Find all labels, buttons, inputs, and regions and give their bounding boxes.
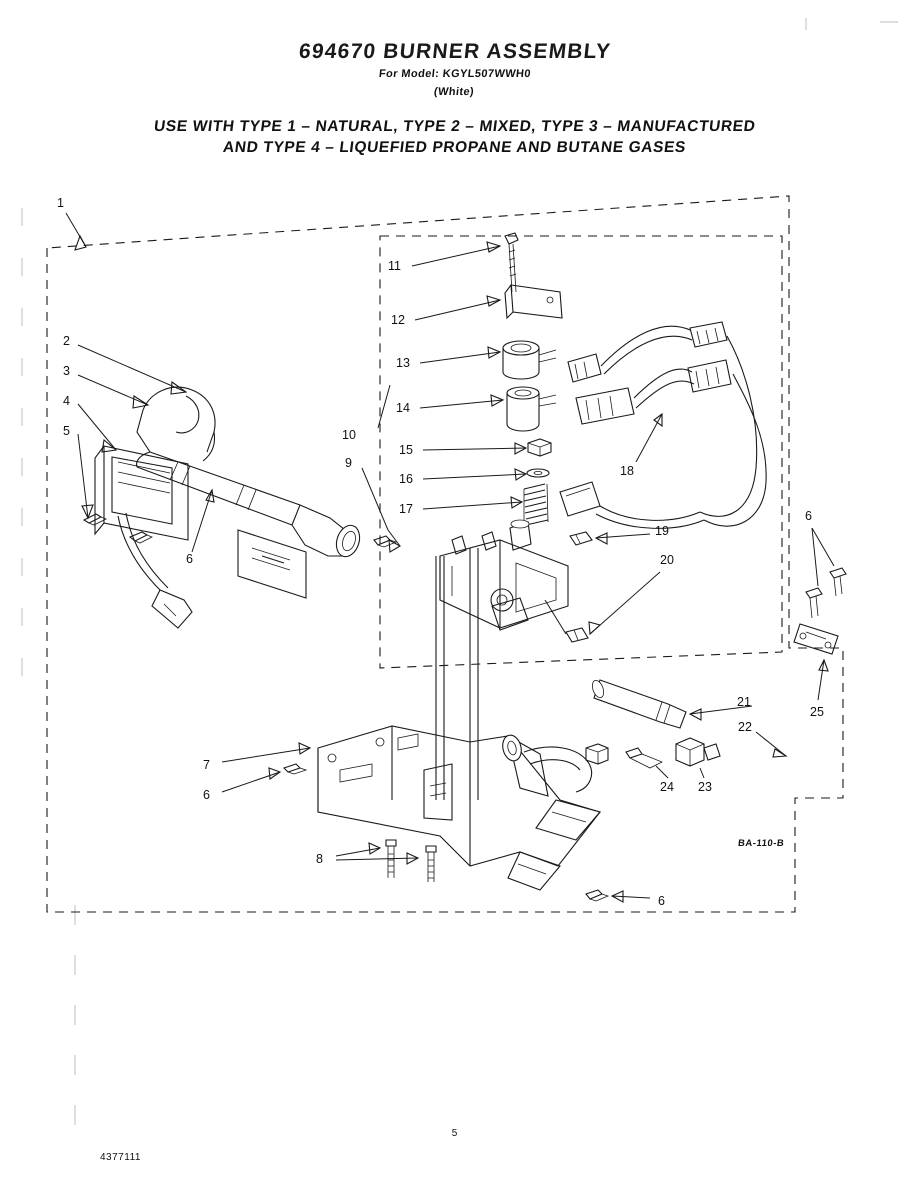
- burner-base-bracket: [318, 726, 600, 890]
- callout-23: 23: [698, 780, 712, 794]
- callout-25: 25: [810, 705, 824, 719]
- callout-6-left: 6: [186, 552, 193, 566]
- callout-19: 19: [655, 524, 669, 538]
- callout-6-base-left: 6: [203, 788, 210, 802]
- assembly-boundary-dashed: [47, 196, 843, 912]
- callout-16: 16: [399, 472, 413, 486]
- orifice-and-fittings: [586, 568, 846, 768]
- callout-7: 7: [203, 758, 210, 772]
- model-line: For Model: KGYL507WWH0: [377, 68, 532, 80]
- callout-17: 17: [399, 502, 413, 516]
- callout-1: 1: [57, 196, 64, 210]
- callout-20: 20: [660, 553, 674, 567]
- page-number: 5: [451, 1128, 458, 1139]
- small-fittings: [566, 532, 592, 642]
- callout-13: 13: [396, 356, 410, 370]
- callout-4: 4: [63, 394, 70, 408]
- callout-18: 18: [620, 464, 634, 478]
- document-code: 4377111: [100, 1152, 141, 1163]
- callout-14: 14: [396, 401, 410, 415]
- inner-boundary-dashed: [380, 236, 782, 668]
- burner-tube-assembly: [84, 387, 363, 628]
- callout-6-bottom: 6: [658, 894, 665, 908]
- callout-24: 24: [660, 780, 674, 794]
- callout-3: 3: [63, 364, 70, 378]
- valve-stack-assembly: [436, 233, 568, 800]
- callout-9: 9: [345, 456, 352, 470]
- callout-10: 10: [342, 428, 356, 442]
- usage-line-1: USE WITH TYPE 1 – NATURAL, TYPE 2 – MIXED, TYPE 3 – MANUFACTURED: [152, 118, 757, 135]
- callout-6-right: 6: [805, 509, 812, 523]
- revision-code: BA-110-B: [737, 838, 785, 849]
- color-line: (White): [433, 86, 476, 98]
- usage-line-2: AND TYPE 4 – LIQUEFIED PROPANE AND BUTANE GASES: [222, 139, 688, 156]
- callout-2: 2: [63, 334, 70, 348]
- callout-15: 15: [399, 443, 413, 457]
- wire-harness: [560, 322, 766, 528]
- callout-5: 5: [63, 424, 70, 438]
- callout-12: 12: [391, 313, 405, 327]
- callout-11: 11: [388, 259, 401, 273]
- callout-22: 22: [738, 720, 752, 734]
- callout-8: 8: [316, 852, 323, 866]
- callout-21: 21: [737, 695, 751, 709]
- screws-item-8: [386, 840, 436, 882]
- page-title: 694670 BURNER ASSEMBLY: [297, 40, 612, 63]
